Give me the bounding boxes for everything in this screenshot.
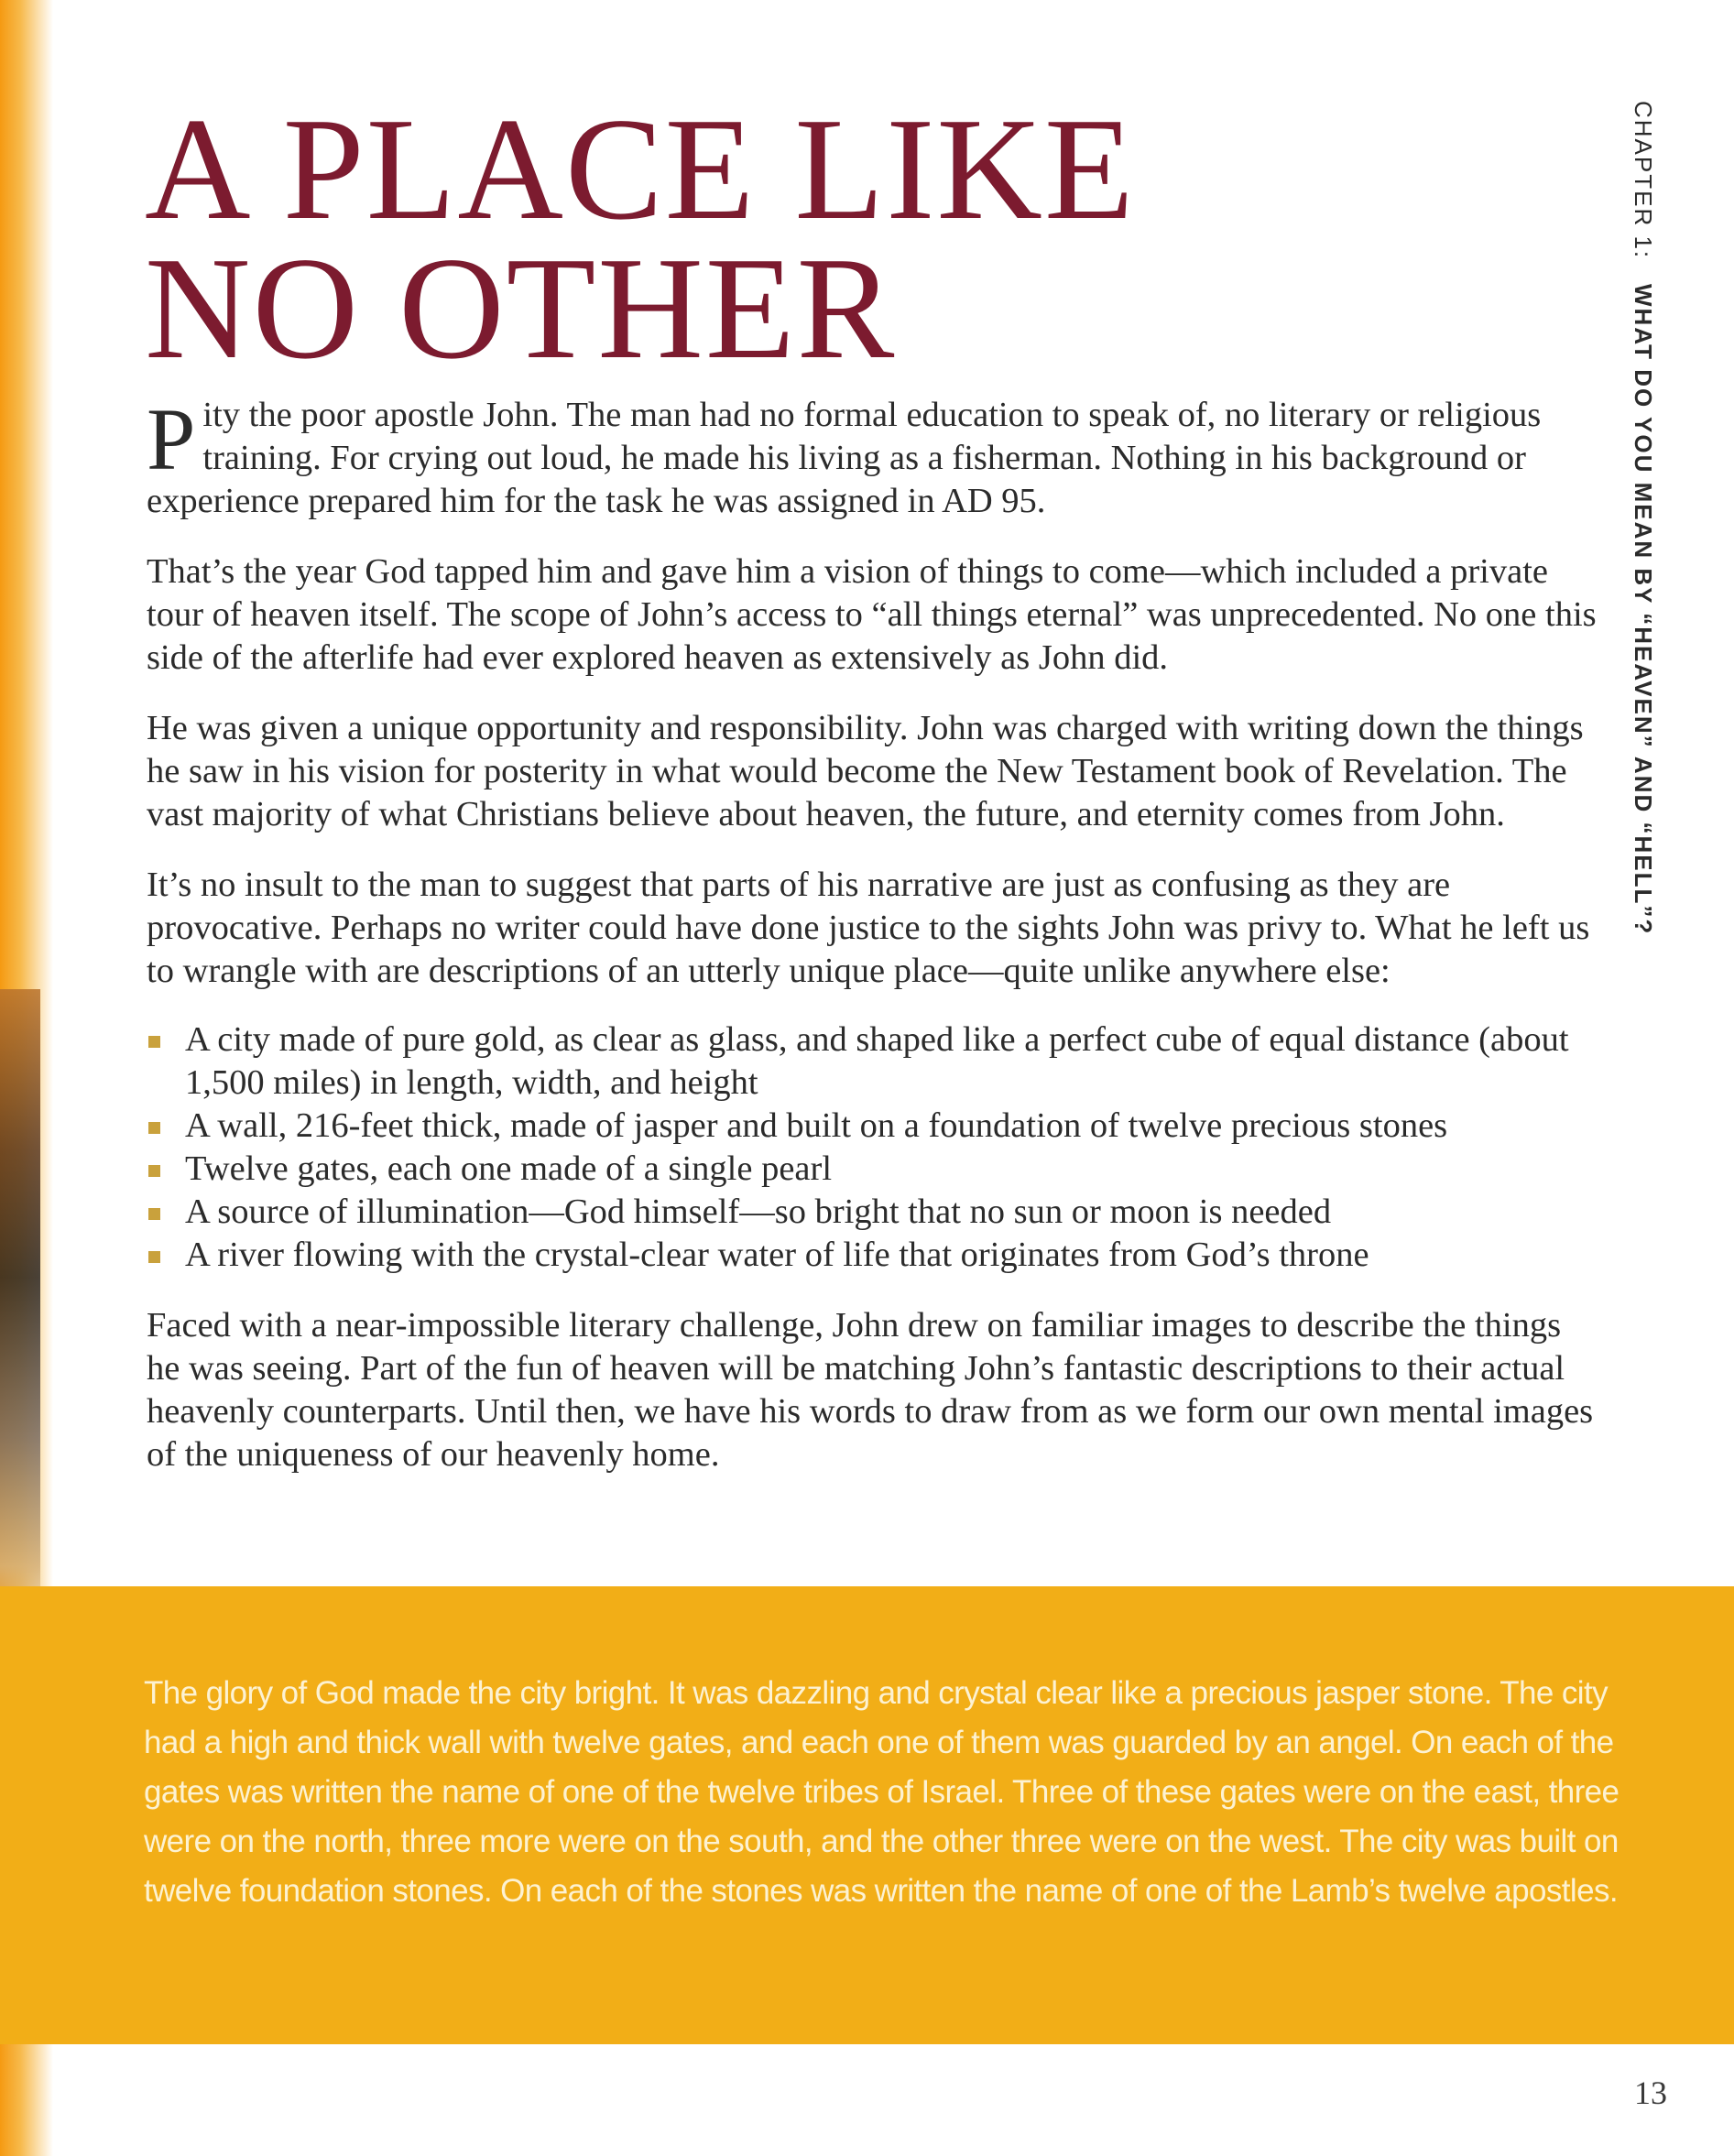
paragraph-1	[147, 390, 1603, 523]
bullet-square-icon	[148, 1251, 160, 1263]
article-body	[147, 390, 1603, 1504]
list-item	[147, 1018, 1603, 1105]
bullet-square-icon	[148, 1036, 160, 1048]
running-header-topic: WHAT DO YOU MEAN BY “HEAVEN” AND “HELL”?	[1630, 284, 1657, 936]
paragraph-1-text: ity the poor apostle John. The man had no formal education to speak of, no literary or religious training. For crying out loud, he made his living as a fisherman. Nothing in his background or experience prepared him for the task he was assigned in AD 95.	[147, 396, 1542, 520]
paragraph-2: That’s the year God tapped him and gave him a vision of things to come—which included a private tour of heaven itself. The scope of John’s access to “all things eternal” was unprecedented. No one this side of the afterlife had ever explored heaven as extensively as John did.	[147, 552, 1597, 677]
page-title-line-1: A PLACE LIKE	[145, 87, 1136, 250]
list-item-text: A wall, 216-feet thick, made of jasper and built on a foundation of twelve precious stones	[185, 1106, 1448, 1145]
list-item	[147, 1105, 1603, 1148]
list-item-text: A city made of pure gold, as clear as glass, and shaped like a perfect cube of equal distance (about 1,500 miles) in length, width, and height	[185, 1020, 1569, 1102]
paragraph-3: He was given a unique opportunity and responsibility. John was charged with writing down the things he saw in his vision for posterity in what would become the New Testament book of Revelation. The vast majority of what Christians believe about heaven, the future, and eternity comes from John.	[147, 709, 1584, 833]
page-number: 13	[1634, 2074, 1667, 2111]
page-title-line-2: NO OTHER	[145, 226, 897, 389]
list-item	[147, 1148, 1603, 1191]
paragraph-4: It’s no insult to the man to suggest that parts of his narrative are just as confusing as they are provocative. Perhaps no writer could have done justice to the sights John was privy to. What he left us to wrangle with are descriptions of an utterly unique place—quite unlike anywhere else:	[147, 866, 1590, 990]
paragraph-5: Faced with a near-impossible literary challenge, John drew on familiar images to describe the things he was seeing. Part of the fun of heaven will be matching John’s fantastic descriptions to their actual heavenly counterparts. Until then, we have his words to draw from as we form our own mental images of the uniqueness of our heavenly home.	[147, 1306, 1594, 1474]
drop-cap: P	[147, 390, 196, 488]
bullet-square-icon	[148, 1122, 160, 1134]
bullet-square-icon	[148, 1165, 160, 1177]
bullet-square-icon	[148, 1208, 160, 1220]
feature-list	[147, 1018, 1603, 1277]
running-header-chapter: CHAPTER 1:	[1630, 101, 1657, 260]
list-item-text: A river flowing with the crystal-clear water of life that originates from God’s throne	[185, 1236, 1369, 1274]
scripture-quote: The glory of God made the city bright. It was dazzling and crystal clear like a precious jasper stone. The city had a high and thick wall with twelve gates, and each one of them was guarded by an angel. On each of the gates was written the name of one of the twelve tribes of Israel. Three of these gates were on the east, three were on the north, three more were on the south, and the other three were on the west. The city was built on twelve foundation stones. On each of the stones was written the name of one of the Lamb’s twelve apostles.	[144, 1675, 1619, 1909]
list-item	[147, 1191, 1603, 1234]
left-edge-photo-strip	[0, 989, 40, 1630]
page-title	[145, 87, 1171, 389]
list-item	[147, 1234, 1603, 1277]
list-item-text: A source of illumination—God himself—so bright that no sun or moon is needed	[185, 1192, 1332, 1231]
running-header	[1629, 101, 1657, 936]
list-item-text: Twelve gates, each one made of a single pearl	[185, 1149, 833, 1188]
